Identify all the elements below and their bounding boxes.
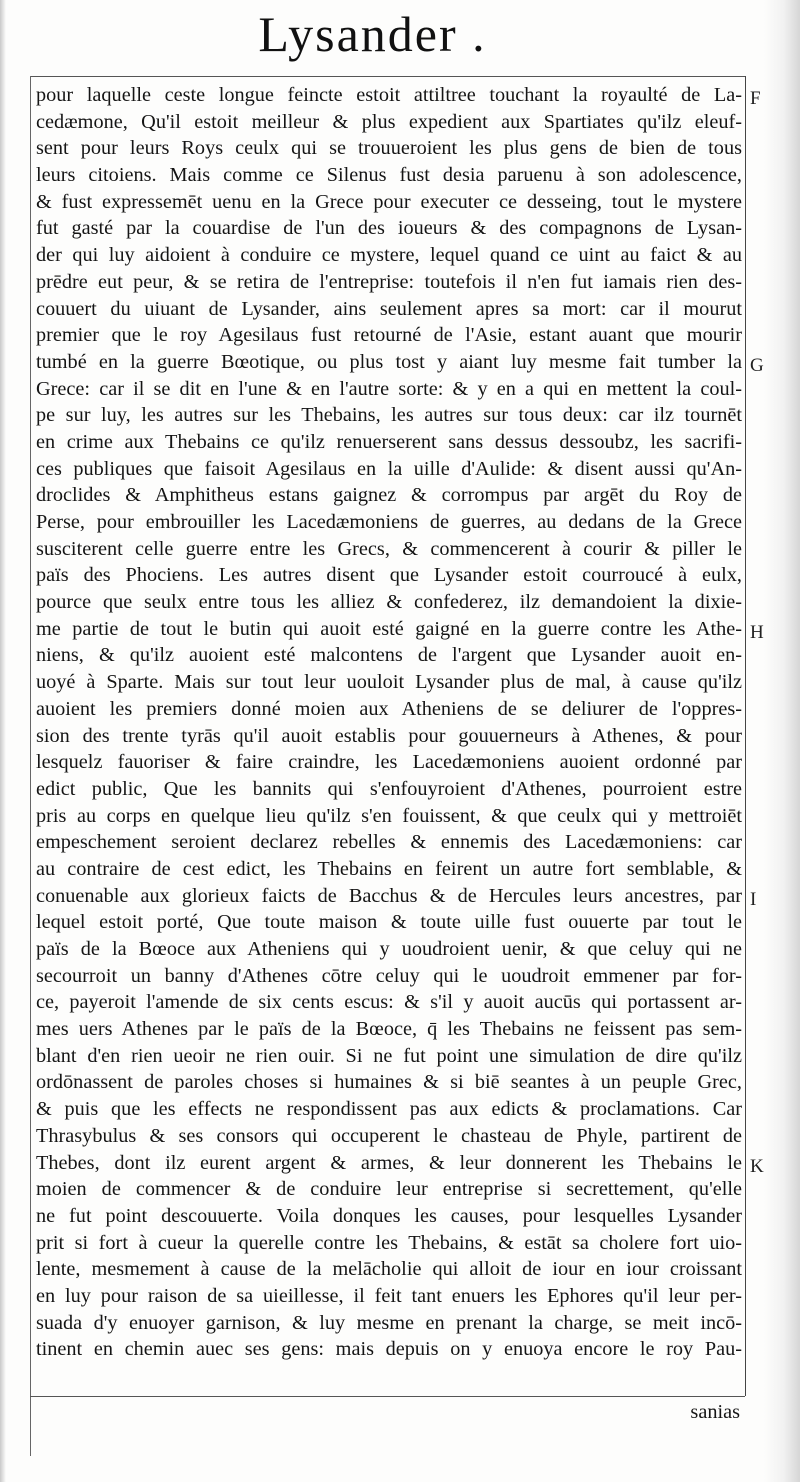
text-line: Perse, pour embrouiller les Lacedæmoniens de guerres, au dedans de la Grece bbox=[36, 511, 742, 533]
margin-section-letter: H bbox=[750, 622, 764, 643]
margin-section-letter: I bbox=[750, 889, 757, 910]
text-line: empeschement seroient declarez rebelles & ennemis des Lacedæmoniens: car bbox=[36, 831, 742, 854]
text-line: pris au corps en quelque lieu qu'ilz s'en fouissent, & que ceulx qui y mettroiēt bbox=[36, 804, 742, 827]
text-line: der qui luy aidoient à conduire ce mystere, lequel quand ce uint au faict & au bbox=[36, 244, 742, 267]
text-line: couuert du uiuant de Lysander, ains seulement apres sa mort: car il mourut bbox=[36, 297, 742, 320]
text-line: ces publiques que faisoit Agesilaus en la uille d'Aulide: & disent aussi qu'An- bbox=[36, 457, 742, 480]
text-line: auoient les premiers donné moien aux Atheniens de se deliurer de l'oppres- bbox=[36, 697, 742, 720]
text-line: mes uers Athenes par le païs de la Bœoce, q̄ les Thebains ne feissent pas sem- bbox=[36, 1018, 742, 1041]
text-line: Thebes, dont ilz eurent argent & armes, & leur donnerent les Thebains le bbox=[36, 1151, 742, 1174]
text-line: prēdre eut peur, & se retira de l'entreprise: toutefois il n'en fut iamais rien des- bbox=[36, 270, 742, 293]
text-line: & puis que les effects ne respondissent pas aux edicts & proclamations. Car bbox=[36, 1098, 742, 1121]
text-line: edict public, Que les bannits qui s'enfouyroient d'Athenes, pourroient estre bbox=[36, 777, 742, 800]
catchword: sanias bbox=[690, 1401, 740, 1423]
text-line: tumbé en la guerre Bœotique, ou plus tost y aiant luy mesme fait tumber la bbox=[36, 350, 742, 373]
text-line: pource que seulx entre tous les alliez & confederez, ilz demandoient la dixie- bbox=[36, 591, 742, 614]
frame-rule-bottom bbox=[30, 1396, 745, 1397]
text-line: susciterent celle guerre entre les Grecs, & commencerent à courir & piller le bbox=[36, 537, 742, 560]
text-line: leurs citoiens. Mais comme ce Silenus fust desia paruenu à son adolescence, bbox=[36, 164, 742, 187]
text-line: droclides & Amphitheus estans gaignez & corrompus par argēt du Roy de bbox=[36, 484, 742, 507]
text-line: au contraire de cest edict, les Thebains en feirent un autre fort semblable, & bbox=[36, 857, 742, 880]
text-line: suada d'y enuoyer garnison, & luy mesme en prenant la charge, se meit incō- bbox=[36, 1311, 742, 1334]
text-line: moien de commencer & de conduire leur entreprise si secrettement, qu'elle bbox=[36, 1178, 742, 1201]
text-line: en luy pour raison de sa uieillesse, il feit tant enuers les Ephores qu'il leur per- bbox=[36, 1284, 742, 1307]
frame-rule-left bbox=[30, 76, 31, 1456]
text-line: sion des trente tyrās qu'il auoit establis pour gouuerneurs à Athenes, & pour bbox=[36, 724, 742, 747]
margin-section-letter: G bbox=[750, 355, 764, 376]
margin-section-letter: K bbox=[750, 1156, 764, 1177]
running-title: Lysander . bbox=[258, 6, 487, 62]
scan-edge-right bbox=[764, 0, 800, 1482]
text-line: ordōnassent de paroles choses si humaines & si biē seantes à un peuple Grec, bbox=[36, 1071, 742, 1094]
text-line: conuenable aux glorieux faicts de Bacchus & de Hercules leurs ancestres, par bbox=[36, 884, 742, 907]
text-line: ne fut point descouuerte. Voila donques les causes, pour lesquelles Lysander bbox=[36, 1204, 742, 1227]
text-line: uoyé à Sparte. Mais sur tout leur uouloit Lysander plus de mal, à cause qu'ilz bbox=[36, 671, 742, 694]
text-line: blant d'en rien ueoir ne rien ouir. Si ne fut point une simulation de dire qu'ilz bbox=[36, 1044, 742, 1067]
frame-rule-right bbox=[745, 76, 746, 1396]
text-line: tinent en chemin auec ses gens: mais depuis on y enuoya encore le roy Pau- bbox=[36, 1338, 742, 1361]
text-line: niens, & qu'ilz auoient esté malcontens de l'argent que Lysander auoit en- bbox=[36, 644, 742, 667]
text-line: Thrasybulus & ses consors qui occuperent le chasteau de Phyle, partirent de bbox=[36, 1124, 742, 1147]
text-line: secourroit un banny d'Athenes cōtre celuy qui le uoudroit emmener par for- bbox=[36, 964, 742, 987]
text-line: ce, payeroit l'amende de six cents escus: & s'il y auoit aucūs qui portassent ar- bbox=[36, 991, 742, 1014]
text-line: païs des Phociens. Les autres disent que Lysander estoit courroucé à eulx, bbox=[36, 564, 742, 587]
text-line: fut gasté par la couardise de l'un des ioueurs & des compagnons de Lysan- bbox=[36, 217, 742, 240]
text-line: Grece: car il se dit en l'une & en l'autre sorte: & y en a qui en mettent la coul- bbox=[36, 377, 742, 400]
text-line: prit si fort à cueur la querelle contre les Thebains, & estāt sa cholere fort uio- bbox=[36, 1231, 742, 1254]
margin-section-letter: F bbox=[750, 88, 761, 109]
text-line: pour laquelle ceste longue feincte estoit attiltree touchant la royaulté de La- bbox=[36, 84, 742, 106]
text-line: en crime aux Thebains ce qu'ilz renuerserent sans dessus dessoubz, les sacrifi- bbox=[36, 430, 742, 453]
text-line: & fust expressemēt uenu en la Grece pour executer ce desseing, tout le mystere bbox=[36, 190, 742, 213]
scan-edge-left bbox=[0, 0, 6, 1482]
text-line: premier que le roy Agesilaus fust retourné de l'Asie, estant auant que mourir bbox=[36, 324, 742, 347]
text-line: pe sur luy, les autres sur les Thebains, les autres sur tous deux: car ilz tournēt bbox=[36, 404, 742, 427]
text-line: lesquelz fauoriser & faire craindre, les Lacedæmoniens auoient ordonné par bbox=[36, 751, 742, 774]
frame-rule-top bbox=[30, 76, 745, 77]
text-line: lequel estoit porté, Que toute maison & toute uille fust ouuerte par tout le bbox=[36, 911, 742, 934]
text-line: lente, mesmement à cause de la melācholie qui alloit de iour en iour croissant bbox=[36, 1258, 742, 1281]
body-text bbox=[36, 82, 742, 1363]
text-line: païs de la Bœoce aux Atheniens qui y uoudroient uenir, & que celuy qui ne bbox=[36, 938, 742, 960]
text-line: sent pour leurs Roys ceulx qui se trouueroient les plus gens de bien de tous bbox=[36, 137, 742, 160]
text-line: me partie de tout le butin qui auoit esté gaigné en la guerre contre les Athe- bbox=[36, 617, 742, 640]
text-line: cedæmone, Qu'il estoit meilleur & plus expedient aux Spartiates qu'ilz eleuf- bbox=[36, 110, 742, 133]
